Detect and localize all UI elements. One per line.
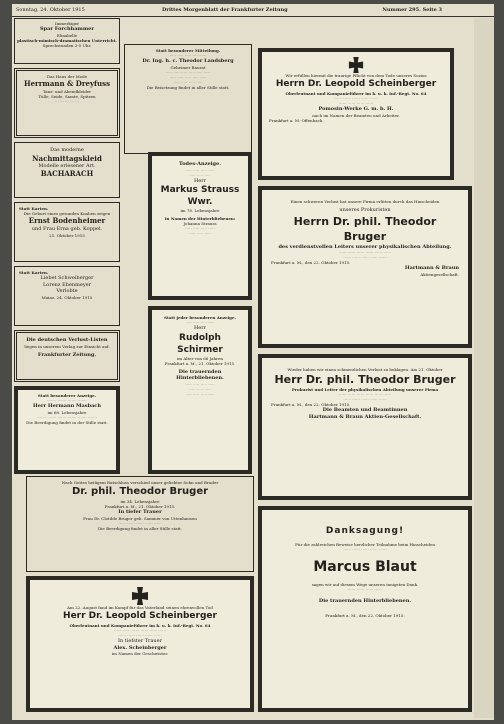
- ad-line: Statt besonderer Mitteilung.: [155, 48, 221, 53]
- header-date: Sonntag, 24. Oktober 1915: [16, 7, 85, 13]
- ad-line: Statt Karten.: [19, 270, 49, 275]
- ad-line: Statt Karten.: [19, 206, 49, 211]
- ad-markus-strauss: Todes-Anzeige. ····· ····· ····· ····· ····· ····· ····· Herr Markus Strauss Wwr. im 78. Lebensjahre In Namen der Hinterbliebenen: Johanna Strauss ····· ····· ····· ····· ····· ····· ·····: [148, 152, 252, 300]
- ad-line: Für die zahlreichen Beweise herzlicher Teilnahme beim Hinscheiden: [295, 542, 435, 547]
- ad-line: Nach Gottes heiligem Ratschluss verschied unser geliebter Sohn und Bruder: [61, 480, 219, 485]
- ad-line: Am 22. August fand im Kampf für das Vaterland seinen ehrenvollen Tod: [67, 605, 213, 610]
- ad-line: im Namen der Geschwister.: [111, 651, 169, 656]
- header-title: Drittes Morgenblatt der Frankfurter Zeitung: [162, 7, 288, 13]
- ad-name: Alex. Scheinberger: [113, 644, 167, 651]
- ad-line: Die trauernden Hinterbliebenen.: [176, 368, 224, 381]
- ad-line: Frau Dr. Clotilde Bruger geb. Sammer von Uttenhausen: [83, 515, 197, 521]
- deceased-name: Herrn Dr. phil. Theodor Bruger: [293, 214, 437, 243]
- ad-bacharach: [14, 142, 120, 198]
- ad-line: Wieder haben wir einen schmerzlichen Verlust zu beklagen. Am 21. Oktober: [287, 367, 443, 372]
- ad-line: 21. Oktober 1915: [49, 232, 85, 238]
- ad-name: Pomosin-Werke G. m. b. H.: [318, 106, 394, 112]
- ad-line: Tanz- und Abendkleider: [42, 89, 92, 94]
- header-number: Nummer 295. Seite 3: [382, 7, 442, 13]
- ad-name: BACHARACH: [40, 169, 94, 178]
- ad-line: im 68. Lebensjahre: [47, 409, 87, 415]
- deceased-name: Herr Dr. Leopold Scheinberger: [63, 611, 217, 621]
- ad-line: Elmabelle: [56, 32, 78, 38]
- ad-rudolph-schirmer: Statt jeder besonderen Anzeige. ····· ····· ····· ····· Herr Rudolph Schirmer im Alter von 66 Jahren Frankfurt a. M., 21. Oktober 1915. Die trauernden Hinterbliebenen. ····· ····· ····· ····· ····· ····· ····· ····· ····· ····· ·····: [148, 306, 252, 474]
- ad-line: im 34. Lebensjahre: [120, 499, 160, 504]
- ad-line: liegen in unserem Verlag zur Einsicht auf.: [24, 343, 110, 349]
- ad-line: In tiefster Trauer: [118, 638, 162, 644]
- ad-forchhammer: [14, 18, 120, 64]
- ad-line: Die Geburt eines gesunden Knaben zeigen: [23, 211, 111, 216]
- ad-line: Einen schweren Verlust hat unsere Firma erlitten durch das Hinscheiden: [290, 199, 440, 204]
- ad-line: Das moderne: [50, 147, 84, 153]
- ad-name: Spar Forchhammer: [40, 26, 94, 32]
- ad-name: Die deutschen Verlust-Listen: [26, 337, 108, 343]
- ad-bruger-family: Nach Gottes heiligem Ratschluss verschied unser geliebter Sohn und Bruder Dr. phil. Theodor Bruger im 34. Lebensjahre Frankfurt a. M., 21. Oktober 1915. In tiefer Trauer Frau Dr. Clotilde Bruger geb. Sammer von Uttenhausen ······ ······ ······ ······ ······ Die Beerdigung findet in aller Stille statt.: [26, 476, 254, 572]
- ad-line: Oberleutnant und Kompanieführer im k. u. k. Inf.-Regt. No. 64: [69, 623, 211, 628]
- ad-line: Aktiengesellschaft.: [420, 271, 459, 277]
- ad-line: Frankfurt a. M.-Offenbach.: [269, 117, 324, 123]
- ad-line: Sprechstunden 3-5 Uhr.: [42, 42, 92, 48]
- ad-line: Frankfurter Zeitung.: [37, 351, 97, 358]
- ad-line: Frankfurt a. M., den 22. Oktober 1915.: [325, 612, 405, 618]
- ad-line: Herr: [193, 177, 207, 184]
- deceased-name: Rudolph Schirmer: [177, 332, 223, 355]
- ad-name: Die Beamten und Beamtinnen: [322, 407, 408, 413]
- ad-line: Frankfurt a. M., den 22. Oktober 1915.: [271, 260, 351, 265]
- ad-line: sagen wir auf diesem Wege unseren innigsten Dank.: [311, 582, 419, 587]
- ad-line: des verdienstvollen Leiters unserer physikalischen Abteilung.: [278, 243, 452, 250]
- ad-line: im Alter von 66 Jahren: [177, 355, 223, 361]
- ad-scheinberger-family: Am 22. August fand im Kampf für das Vaterland seinen ehrenvollen Tod Herr Dr. Leopold Scheinberger Oberleutnant und Kompanieführer im k. u. k. Inf.-Regt. No. 64 ······ ······ ······ ······ ······ ······ ······ ······ ······ ······ ······ In tiefster Trauer Alex. Scheinberger im Namen der Geschwister.: [26, 576, 254, 712]
- ad-line: Oberleutnant und Kompanieführer im k. u. k. Inf.-Regt. No. 64: [285, 91, 427, 96]
- ad-herrmann-dreyfuss: Das Haus der Mode Herrmann & Dreyfuss Tanz- und Abendkleider Tülle, Seide, Samte, Spitzen ··· ··· ··· ··· ···: [14, 68, 120, 138]
- ad-line: plastisch-mimisch-dramatischen Unterricht.: [17, 37, 117, 43]
- ad-line: In Namen der Hinterbliebenen:: [164, 216, 236, 221]
- ad-name: Lorenz Ebenmeyer: [42, 281, 92, 288]
- newspaper-page: [12, 4, 494, 720]
- ad-line: nach im Namen der Beamten und Arbeiter.: [312, 112, 400, 118]
- ad-line: Mainz, 24. Oktober 1915: [41, 294, 93, 300]
- iron-cross-icon: [348, 57, 364, 73]
- ad-line: Todes-Anzeige.: [179, 161, 221, 167]
- ad-line: In tiefer Trauer: [118, 509, 162, 515]
- ad-bodenheimer: [14, 202, 120, 262]
- ad-engagement: [14, 266, 120, 326]
- ad-line: und Frau Erna geb. Koppel.: [31, 226, 103, 232]
- ad-name: Ernst Bodenheimer: [28, 216, 106, 225]
- deceased-name: Dr. phil. Theodor Bruger: [71, 486, 209, 497]
- ad-line: Statt besonderer Anzeige.: [37, 393, 97, 398]
- ad-danksagung-blaut: Danksagung! Für die zahlreichen Beweise herzlicher Teilnahme beim Hinscheiden ······ ······ ······ ······ ······ Marcus Blaut sagen wir auf diesem Wege unseren innigsten Dank. ······ ······ ······ ······ Die trauernden Hinterbliebenen. Frankfurt a. M., den 22. Oktober 1915.: [258, 506, 472, 712]
- ad-line: Die Beerdigung findet in der Stille statt.: [26, 419, 108, 425]
- page-header: [12, 4, 494, 17]
- ad-line: Tülle, Seide, Samte, Spitzen: [38, 94, 96, 99]
- ad-masbach: Statt besonderer Anzeige. ······· ······· ······· ······· Herr Hermann Masbach im 68. Lebensjahre ······· ······· ······· ······· ······· ······· Die Beerdigung findet in der Stille statt.: [14, 386, 120, 474]
- ad-name: Nachmittagskleid: [32, 153, 102, 163]
- ad-line: Johanna Strauss: [183, 221, 217, 226]
- ad-name: Herr Hermann Masbach: [32, 403, 101, 409]
- ad-line: unseres Prokuristen: [339, 207, 391, 213]
- ad-line: Prokurist und Leiter der physikalischen Abteilung unserer Firma: [291, 387, 439, 392]
- ad-line: Wir erfüllen hiermit die traurige Pflicht von dem Tode unseres Sozius: [285, 73, 427, 78]
- column-2: [124, 18, 252, 478]
- ad-hartmann-braun-1: Einen schweren Verlust hat unsere Firma erlitten durch das Hinscheiden unseres Prokuristen Herrn Dr. phil. Theodor Bruger des verdienstvollen Leiters unserer physikalischen Abteilung. ······ ······ ······ ······ ······ ······ ······ ······ ······ ······ ······ Frankfurt a. M., den 22. Oktober 1915. Hartmann & Braun Aktiengesellschaft.: [258, 186, 472, 348]
- iron-cross-icon: [131, 587, 149, 605]
- deceased-name: Herr Dr. phil. Theodor Bruger: [274, 373, 456, 386]
- ad-name: Hartmann & Braun: [404, 265, 459, 271]
- ad-line: im 78. Lebensjahre: [180, 208, 220, 213]
- ad-line: Frankfurt a. M., den 22. Oktober 1915.: [271, 402, 351, 407]
- ad-name: Hartmann & Braun Aktien-Gesellschaft.: [308, 413, 422, 420]
- ad-title: Danksagung!: [325, 526, 405, 536]
- ad-line: Die Beerdigung findet in aller Stille statt.: [97, 525, 183, 531]
- ad-name: Herrmann & Dreyfuss: [23, 79, 111, 88]
- ad-line: Die Beisetzung findet in aller Stille statt.: [146, 84, 230, 90]
- ad-line: Statt jeder besonderen Anzeige.: [164, 315, 236, 320]
- ad-name: Dr. Ing. h. c. Theodor Landsberg: [142, 58, 234, 64]
- ad-verlust-listen: [14, 330, 120, 382]
- deceased-name: Markus Strauss Wwr.: [160, 185, 240, 207]
- ad-line: Frankfurt a. M., 21. Oktober 1915.: [164, 360, 236, 366]
- ad-line: Herr: [193, 325, 207, 331]
- ad-line: Frankfurt a. M., 21. Oktober 1915.: [104, 504, 176, 509]
- ad-line: Geheimer Baurat: [170, 64, 206, 70]
- deceased-name: Herrn Dr. Leopold Scheinberger: [275, 79, 437, 89]
- page-edge-bleed: [474, 18, 494, 718]
- ad-line: Immerbiger: [54, 21, 80, 26]
- ad-hartmann-braun-2: Wieder haben wir einen schmerzlichen Verlust zu beklagen. Am 21. Oktober Herr Dr. phil. Theodor Bruger Prokurist und Leiter der physikalischen Abteilung unserer Firma ······ ······ ······ ······ ······ ······ ······ ······ ······ ······ ······ Frankfurt a. M., den 22. Oktober 1915. Die Beamten und Beamtinnen Hartmann & Braun Aktien-Gesellschaft.: [258, 354, 472, 500]
- deceased-name: Marcus Blaut: [313, 559, 417, 575]
- ad-line: Verlobte: [56, 288, 78, 294]
- ad-line: Das Haus der Mode: [46, 74, 88, 79]
- ad-landsberg: Statt besonderer Mitteilung. ····· ····· ····· ····· ····· Dr. Ing. h. c. Theodor Landsberg Geheimer Baurat ····· ····· ····· ····· ····· ····· ····· ····· ····· ····· ····· ····· ····· ····· ····· Die Beisetzung findet in aller Stille statt.: [124, 44, 252, 154]
- ad-line: Die trauernden Hinterbliebenen.: [318, 598, 412, 604]
- ad-pomosin-werke: Wir erfüllen hiermit die traurige Pflicht von dem Tode unseres Sozius Herrn Dr. Leopold Scheinberger Oberleutnant und Kompanieführer im k. u. k. Inf.-Regt. No. 64 ······ ······ ······ ······ ······ ······ ······ ······ ······ Pomosin-Werke G. m. b. H. nach im Namen der Beamten und Arbeiter. Frankfurt a. M.-Offenbach.: [258, 48, 454, 180]
- ad-line: Modelle erlesener Art.: [38, 162, 96, 169]
- ad-name: Liebet Schweiberger: [40, 275, 94, 281]
